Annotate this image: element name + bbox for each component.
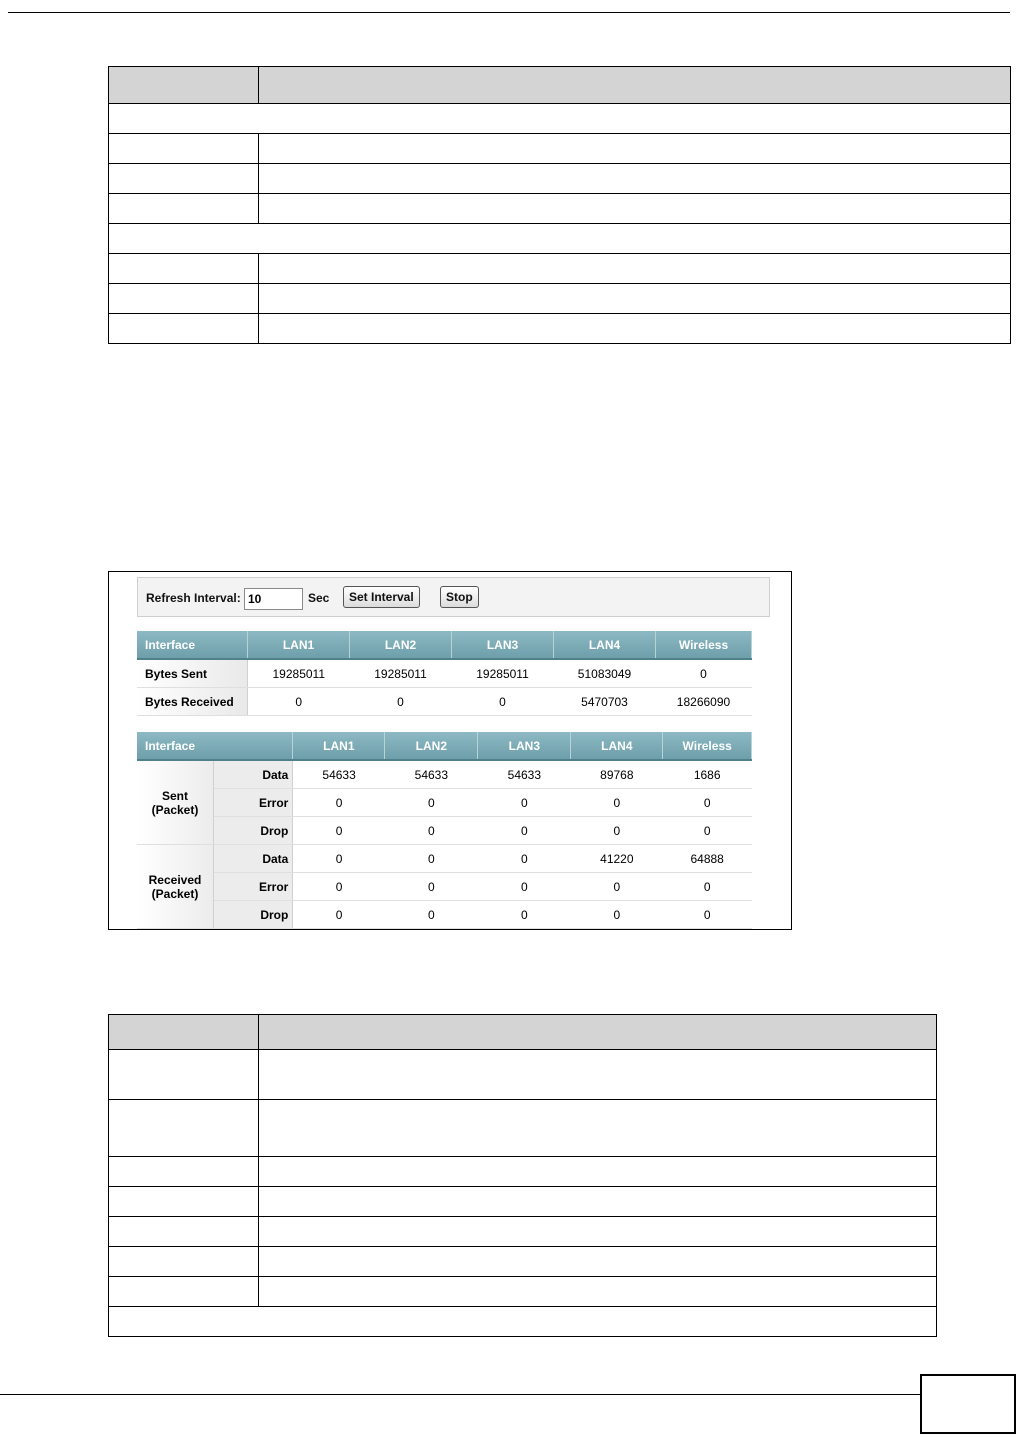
col-interface: Interface [137,732,293,760]
table-cell: 0 [663,873,752,901]
table-row [137,688,752,716]
table-row [109,1277,937,1307]
table-cell: 0 [293,817,385,845]
table-header-row [109,67,1011,104]
group-label-line2: (Packet) [151,802,199,817]
table-section-row [109,104,1011,134]
table-cell: 0 [663,789,752,817]
col-lan2: LAN2 [385,732,478,760]
table-row [137,789,752,817]
col-lan3: LAN3 [478,732,571,760]
sent-group-label [137,760,214,845]
table-cell: 54633 [293,760,385,789]
table-cell: 0 [385,901,478,929]
col-lan1: LAN1 [293,732,385,760]
group-label-line1: Sent [161,788,188,803]
table-row [137,845,752,873]
table-cell: 0 [478,789,571,817]
table-row [109,1050,937,1100]
sub-row-label: Drop [214,817,293,845]
table-cell: 54633 [385,760,478,789]
table-row [109,1100,937,1157]
table-cell: 0 [248,688,350,716]
set-interval-button[interactable]: Set Interval [343,586,420,608]
col-lan2: LAN2 [350,631,452,659]
table-cell: 0 [293,789,385,817]
table-cell: 5470703 [554,688,656,716]
sub-row-label: Error [214,789,293,817]
table-cell: 0 [293,901,385,929]
table-section-row [109,224,1011,254]
table-cell: 0 [385,817,478,845]
table-section-row [109,1307,937,1337]
table-cell: 0 [478,817,571,845]
table-cell: 0 [571,873,663,901]
table-row [137,760,752,789]
col-lan3: LAN3 [452,631,554,659]
col-lan1: LAN1 [248,631,350,659]
sub-row-label: Data [214,760,293,789]
table-cell: 0 [350,688,452,716]
col-lan4: LAN4 [571,732,663,760]
table-row [109,314,1011,344]
table-cell: 0 [478,873,571,901]
table-cell: 19285011 [248,659,350,688]
table-cell: 0 [571,817,663,845]
table-cell: 0 [293,845,385,873]
row-label: Bytes Sent [137,659,248,688]
table-cell: 0 [478,901,571,929]
table-cell: 54633 [478,760,571,789]
table-cell: 0 [385,789,478,817]
packet-statistics-table [137,732,752,929]
sub-row-label: Data [214,845,293,873]
table-row [137,873,752,901]
table-cell: 0 [293,873,385,901]
sub-row-label: Drop [214,901,293,929]
table-row [109,134,1011,164]
col-wireless: Wireless [656,631,752,659]
table-cell: 0 [656,659,752,688]
table-cell: 1686 [663,760,752,789]
table-cell: 0 [571,901,663,929]
table-cell: 0 [452,688,554,716]
table-cell: 64888 [663,845,752,873]
table-row [109,194,1011,224]
refresh-interval-input[interactable] [244,588,303,610]
table-cell: 19285011 [350,659,452,688]
col-lan4: LAN4 [554,631,656,659]
table-cell: 89768 [571,760,663,789]
table-row [137,659,752,688]
col-wireless: Wireless [663,732,752,760]
table-cell: 0 [571,789,663,817]
table-header-row [109,1015,937,1050]
table-cell: 19285011 [452,659,554,688]
page-number-box [920,1374,1016,1434]
table-cell: 18266090 [656,688,752,716]
col-interface: Interface [137,631,248,659]
header-rule [8,12,1010,13]
received-group-label [137,845,214,929]
table-cell: 51083049 [554,659,656,688]
group-label-line1: Received [148,872,202,887]
table-cell: 0 [663,817,752,845]
table-row [109,1217,937,1247]
table-row [137,817,752,845]
refresh-toolbar [137,577,770,617]
bytes-statistics-table [137,631,752,716]
interval-unit-label: Sec [308,591,330,605]
table-cell: 0 [478,845,571,873]
refresh-interval-label: Refresh Interval: [146,591,241,605]
table-cell: 0 [385,845,478,873]
doc-table-upper [108,66,1011,344]
stop-button[interactable]: Stop [440,586,479,608]
doc-table-lower [108,1014,937,1337]
footer-rule [0,1394,920,1395]
table-row [109,1157,937,1187]
table-row [137,901,752,929]
table-cell: 0 [663,901,752,929]
sub-row-label: Error [214,873,293,901]
bytes-table-header [137,631,752,659]
group-label-line2: (Packet) [151,886,199,901]
table-row [109,284,1011,314]
table-row [109,254,1011,284]
table-row [109,1247,937,1277]
statistics-screenshot [108,571,792,930]
table-cell: 0 [385,873,478,901]
packet-table-header [137,732,752,760]
row-label: Bytes Received [137,688,248,716]
table-cell: 41220 [571,845,663,873]
table-row [109,1187,937,1217]
table-row [109,164,1011,194]
